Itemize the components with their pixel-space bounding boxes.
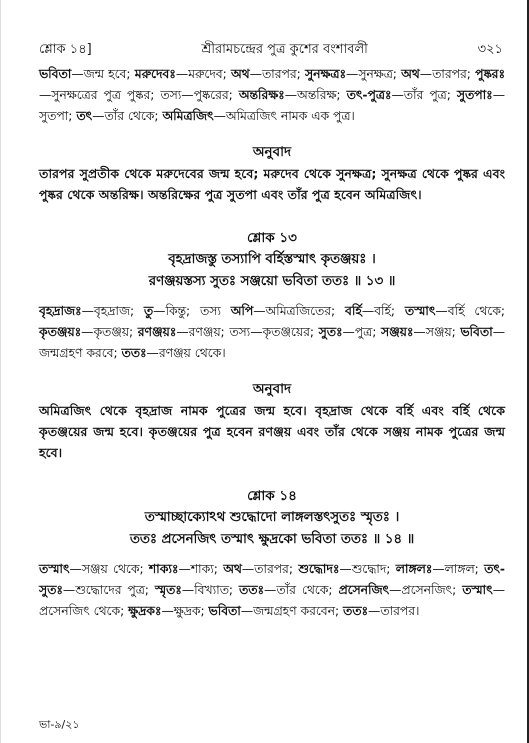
running-header bbox=[39, 40, 503, 61]
synonym-meaning: —ক্ষুদ্রক; bbox=[161, 604, 209, 618]
synonym-meaning: —মরুদেব; bbox=[175, 67, 232, 81]
synonym-meaning: —শুদ্ধোদ; bbox=[339, 562, 396, 576]
synonym-meaning: —তাঁর থেকে; bbox=[92, 109, 163, 123]
synonym-meaning: —অমিত্রজিতের; bbox=[253, 304, 345, 318]
synonym-meaning: —সুনক্ষত্র; bbox=[346, 67, 402, 81]
synonyms-12 bbox=[39, 64, 505, 127]
verse-13-heading: শ্লোক ১৩ bbox=[247, 230, 297, 246]
synonym-word: স্মৃতঃ bbox=[154, 583, 182, 597]
synonym-word: বর্হি bbox=[344, 304, 362, 318]
synonym-word: লাঙ্গলঃ bbox=[395, 562, 433, 576]
synonym-meaning: —তারপর; bbox=[419, 67, 476, 81]
synonym-word: তস্মাৎ bbox=[404, 304, 436, 318]
synonym-meaning: —কৃতঞ্জয়; bbox=[81, 325, 138, 339]
synonym-word: সঞ্জয়ঃ bbox=[380, 325, 414, 339]
synonym-meaning: —লাঙ্গল; bbox=[432, 562, 485, 576]
page-footer-signature: ভা-৯/২১ bbox=[39, 718, 80, 731]
synonym-word: সুনক্ষত্রঃ bbox=[304, 67, 347, 81]
translation-heading-13: অনুবাদ bbox=[252, 381, 292, 397]
synonym-word: তৎ bbox=[76, 109, 93, 123]
synonym-meaning: —শুদ্ধোদের পুত্র; bbox=[62, 583, 155, 597]
synonym-word: কৃতঞ্জয়ঃ bbox=[39, 325, 82, 339]
synonym-meaning: —তারপর; bbox=[249, 67, 305, 81]
synonym-meaning: —প্রসেনজিৎ; bbox=[389, 583, 463, 597]
synonym-meaning: —রণঞ্জয় থেকে। bbox=[146, 346, 226, 360]
page-body bbox=[39, 64, 505, 622]
synonym-word: অথ bbox=[223, 562, 242, 576]
verse-14-line-1: তস্মাচ্ছাক্যোঽথ শুদ্ধোদো লাঙ্গলস্তৎসুতঃ স্মৃতঃ । bbox=[144, 510, 400, 525]
synonym-word: তৎ-সুতঃ bbox=[39, 562, 506, 597]
synonym-word: মরুদেবঃ bbox=[134, 67, 176, 81]
synonym-word: অথ bbox=[231, 67, 250, 81]
synonym-word: তু bbox=[143, 304, 154, 318]
synonym-word: তস্মাৎ bbox=[462, 583, 493, 597]
synonym-meaning: —শাক্য; bbox=[178, 562, 224, 576]
synonym-meaning: —তারপর; bbox=[241, 562, 299, 576]
synonym-meaning: —অন্তরিক্ষ; bbox=[284, 88, 347, 102]
synonym-word: ততঃ bbox=[343, 604, 369, 618]
synonym-meaning: —বর্হি থেকে; bbox=[435, 304, 505, 318]
verse-14-heading: শ্লোক ১৪ bbox=[247, 488, 297, 504]
synonym-meaning: —তাঁর পুত্র; bbox=[391, 88, 457, 102]
synonym-word: ভবিতা bbox=[208, 604, 241, 618]
synonym-meaning: —তারপর। bbox=[368, 604, 420, 618]
synonym-meaning: —কিন্তু; তস্য bbox=[153, 304, 231, 318]
header-page-number: ৩২১ bbox=[477, 42, 503, 57]
header-chapter-title: শ্রীরামচন্দ্রের পুত্র কুশের বংশাবলী bbox=[201, 42, 368, 57]
synonym-meaning: —রণঞ্জয়; তস্য—কৃতঞ্জয়ের; bbox=[176, 325, 319, 339]
synonym-word: অন্তরিক্ষঃ bbox=[238, 88, 285, 102]
synonym-meaning: —পুত্র; bbox=[342, 325, 381, 339]
synonym-meaning: —জন্ম হবে; bbox=[71, 67, 135, 81]
synonym-word: ক্ষুদ্রকঃ bbox=[128, 604, 162, 618]
synonym-word: রণঞ্জয়ঃ bbox=[137, 325, 177, 339]
synonyms-14 bbox=[39, 559, 505, 622]
synonym-meaning: —সুতপা; bbox=[39, 88, 505, 123]
synonym-word: ভবিতা bbox=[460, 325, 493, 339]
synonym-meaning: —অমিত্রজিৎ নামক এক পুত্র। bbox=[213, 109, 355, 123]
synonym-word: ভবিতা bbox=[39, 67, 72, 81]
synonym-word: সুতপাঃ bbox=[456, 88, 493, 102]
synonym-meaning: —সুনক্ষত্রের পুত্র পুষ্কর; তস্য—পুষ্করের; bbox=[39, 88, 239, 102]
header-verse-ref: শ্লোক ১৪] bbox=[39, 42, 92, 57]
synonym-word: পুষ্করঃ bbox=[475, 67, 505, 81]
synonym-word: সুতঃ bbox=[318, 325, 343, 339]
synonym-word: অমিত্রজিৎ bbox=[162, 109, 214, 123]
synonym-word: অপি bbox=[230, 304, 254, 318]
synonym-word: শুদ্ধোদঃ bbox=[298, 562, 340, 576]
synonym-word: ততঃ bbox=[121, 346, 147, 360]
synonym-word: ততঃ bbox=[239, 583, 265, 597]
synonym-meaning: —প্রসেনজিৎ থেকে; bbox=[39, 583, 505, 618]
synonym-word: তৎ-পুত্রঃ bbox=[346, 88, 392, 102]
verse-13-line-1: বৃহদ্রাজস্তু তস্যাপি বর্হিস্তস্মাৎ কৃতঞ্জয়ঃ । bbox=[168, 252, 376, 267]
synonyms-13 bbox=[39, 301, 505, 364]
synonym-meaning: —সঞ্জয়; bbox=[413, 325, 461, 339]
translation-13-block bbox=[39, 400, 505, 463]
verse-14-line-2: ততঃ প্রসেনজিৎ তস্মাৎ ক্ষুদ্রকো ভবিতা ততঃ ॥ ১৪ ॥ bbox=[129, 532, 415, 547]
synonym-word: তস্মাৎ bbox=[39, 562, 70, 576]
translation-12-block bbox=[39, 163, 505, 205]
synonym-word: অথ bbox=[401, 67, 420, 81]
synonym-meaning: —তাঁর থেকে; bbox=[264, 583, 339, 597]
synonym-word: বৃহদ্রাজঃ bbox=[39, 304, 82, 318]
synonym-meaning: —জন্মগ্রহণ করবে; bbox=[39, 325, 505, 360]
synonym-meaning: —বৃহদ্রাজ; bbox=[81, 304, 144, 318]
synonym-meaning: —বিখ্যাত; bbox=[181, 583, 240, 597]
synonym-word: শাক্যঃ bbox=[148, 562, 179, 576]
synonym-meaning: —বর্হি; bbox=[361, 304, 405, 318]
translation-13: অমিত্রজিৎ থেকে বৃহদ্রাজ নামক পুত্রের জন্ম হবে। বৃহদ্রাজ থেকে বর্হি এবং বর্হি থেকে কৃতঞ্জয়ের জন্ম হবে। কৃতঞ্জয়ের পুত্র হবেন রণঞ্জয় এবং তাঁর থেকে সঞ্জয় নামক পুত্রের জন্ম হবে। bbox=[39, 403, 505, 460]
synonym-word: প্রসেনজিৎ bbox=[338, 583, 390, 597]
translation-heading-12: অনুবাদ bbox=[252, 144, 292, 160]
synonym-meaning: —সঞ্জয় থেকে; bbox=[69, 562, 149, 576]
verse-13-line-2: রণঞ্জয়স্তস্য সুতঃ সঞ্জয়ো ভবিতা ততঃ ॥ ১৩ ॥ bbox=[148, 274, 396, 289]
translation-12: তারপর সুপ্রতীক থেকে মরুদেবের জন্ম হবে; মরুদেব থেকে সুনক্ষত্র; সুনক্ষত্র থেকে পুষ্কর এবং পুষ্কর থেকে অন্তরিক্ষ। অন্তরিক্ষের পুত্র সুতপা এবং তাঁর পুত্র হবেন অমিত্রজিৎ। bbox=[39, 166, 505, 202]
synonym-meaning: —জন্মগ্রহণ করবেন; bbox=[240, 604, 344, 618]
